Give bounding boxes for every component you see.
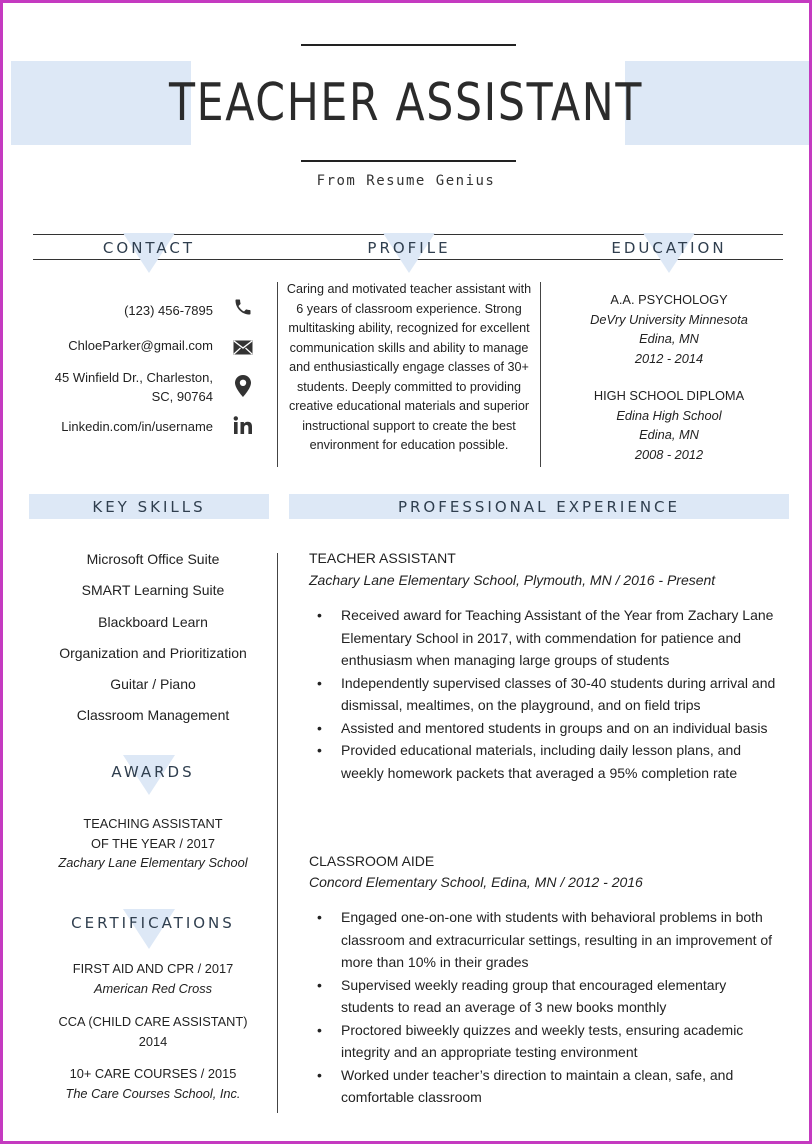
job-bullet: • Supervised weekly reading group that encouraged elementary students to read an average of 3 new books monthly bbox=[309, 974, 779, 1019]
job-bullet: • Engaged one-on-one with students with behavioral problems in both classroom and extracurricular settings, resulting in an improvement of more than 10% in their grades bbox=[309, 906, 779, 974]
skill-item: Guitar / Piano bbox=[110, 676, 196, 693]
skill-item: Blackboard Learn bbox=[98, 613, 208, 630]
job-bullet: • Independently supervised classes of 30-40 students during arrival and dismissal, mealtimes, on the playground, and on field trips bbox=[309, 672, 779, 717]
job-employer: Zachary Lane Elementary School, Plymouth, MN / 2016 - Present bbox=[309, 572, 716, 588]
job-bullets bbox=[309, 906, 779, 1109]
contact-address bbox=[55, 368, 213, 406]
education-degree: HIGH SCHOOL DIPLOMA bbox=[593, 388, 745, 403]
award-entry bbox=[31, 814, 275, 873]
job-bullets bbox=[309, 604, 779, 784]
education-location: Edina, MN bbox=[639, 331, 699, 346]
certification-org: American Red Cross bbox=[93, 980, 213, 996]
certification-title: FIRST AID AND CPR / 2017 bbox=[72, 961, 234, 976]
profile-divider-left bbox=[277, 282, 278, 467]
certification-entry bbox=[31, 1064, 275, 1103]
job-bullet: • Worked under teacher’s direction to maintain a clean, safe, and comfortable classroom bbox=[309, 1064, 779, 1109]
profile-summary: Caring and motivated teacher assistant with 6 years of classroom experience. Strong multitasking ability, recognized for excellent communication skills and ability to manage and enthusiastically engage classes of 30+ students. Deeply committed to providing creative educational materials and superior instructional support to create the best environment for education possible. bbox=[286, 282, 532, 452]
certification-title: 10+ CARE COURSES / 2015 bbox=[69, 1066, 237, 1081]
contact-heading: CONTACT bbox=[102, 239, 196, 257]
mail-icon bbox=[232, 336, 254, 358]
skill-item: Microsoft Office Suite bbox=[86, 551, 220, 567]
education-years: 2008 - 2012 bbox=[634, 446, 704, 462]
job-title: TEACHER ASSISTANT bbox=[309, 550, 456, 566]
award-org: Zachary Lane Elementary School bbox=[58, 855, 248, 870]
contact-address-line2: SC, 90764 bbox=[151, 389, 213, 404]
left-column-divider bbox=[277, 553, 278, 1113]
linkedin-icon bbox=[232, 414, 254, 436]
awards-heading: AWARDS bbox=[111, 763, 195, 781]
job-bullet: • Proctored biweekly quizzes and weekly tests, ensuring academic integrity and an appropriate testing environment bbox=[309, 1019, 779, 1064]
certification-year: 2014 bbox=[138, 1033, 168, 1049]
job-bullet: • Provided educational materials, including daily lesson plans, and weekly homework packets that averaged a 95% completion rate bbox=[309, 739, 779, 784]
education-degree: A.A. PSYCHOLOGY bbox=[610, 292, 728, 307]
skill-item: Organization and Prioritization bbox=[59, 644, 247, 661]
education-location: Edina, MN bbox=[639, 427, 699, 442]
certification-entry bbox=[31, 1012, 275, 1051]
contact-phone: (123) 456-7895 bbox=[124, 303, 213, 318]
contact-email: ChloeParker@gmail.com bbox=[68, 338, 213, 353]
certification-org: The Care Courses School, Inc. bbox=[65, 1085, 241, 1101]
award-line1: TEACHING ASSISTANT bbox=[83, 816, 223, 831]
location-pin-icon bbox=[232, 375, 254, 397]
phone-icon bbox=[232, 296, 254, 318]
resume-title: TEACHER ASSISTANT bbox=[168, 73, 644, 133]
education-school: DeVry University Minnesota bbox=[590, 311, 748, 327]
skills-list bbox=[31, 544, 275, 732]
certifications-heading: CERTIFICATIONS bbox=[71, 914, 235, 932]
award-line2: OF THE YEAR / 2017 bbox=[91, 835, 215, 851]
education-entry bbox=[559, 386, 779, 464]
certification-entry bbox=[31, 959, 275, 998]
profile-divider-right bbox=[540, 282, 541, 467]
resume-subtitle: From Resume Genius bbox=[316, 173, 496, 189]
education-heading: EDUCATION bbox=[611, 239, 727, 257]
profile-heading: PROFILE bbox=[367, 239, 451, 257]
key-skills-heading: KEY SKILLS bbox=[92, 498, 206, 516]
job-title: CLASSROOM AIDE bbox=[309, 853, 435, 869]
contact-address-line1: 45 Winfield Dr., Charleston, bbox=[54, 370, 213, 385]
experience-heading: PROFESSIONAL EXPERIENCE bbox=[397, 498, 681, 516]
contact-block bbox=[33, 293, 213, 443]
title-rule-bottom bbox=[301, 160, 516, 162]
job-bullet: • Received award for Teaching Assistant of the Year from Zachary Lane Elementary School in 2017, with commendation for patience and enthusiasm when managing large groups of students bbox=[309, 604, 779, 672]
skill-item: Classroom Management bbox=[76, 707, 230, 724]
education-school: Edina High School bbox=[616, 407, 722, 423]
education-entry bbox=[559, 290, 779, 368]
contact-linkedin: Linkedin.com/in/username bbox=[61, 419, 213, 434]
job-employer: Concord Elementary School, Edina, MN / 2012 - 2016 bbox=[309, 874, 643, 890]
title-rule-top bbox=[301, 44, 516, 46]
certification-title: CCA (CHILD CARE ASSISTANT) bbox=[58, 1014, 248, 1029]
job-bullet: • Assisted and mentored students in groups and on an individual basis bbox=[309, 717, 779, 740]
skill-item: SMART Learning Suite bbox=[81, 582, 225, 599]
education-years: 2012 - 2014 bbox=[634, 350, 704, 366]
